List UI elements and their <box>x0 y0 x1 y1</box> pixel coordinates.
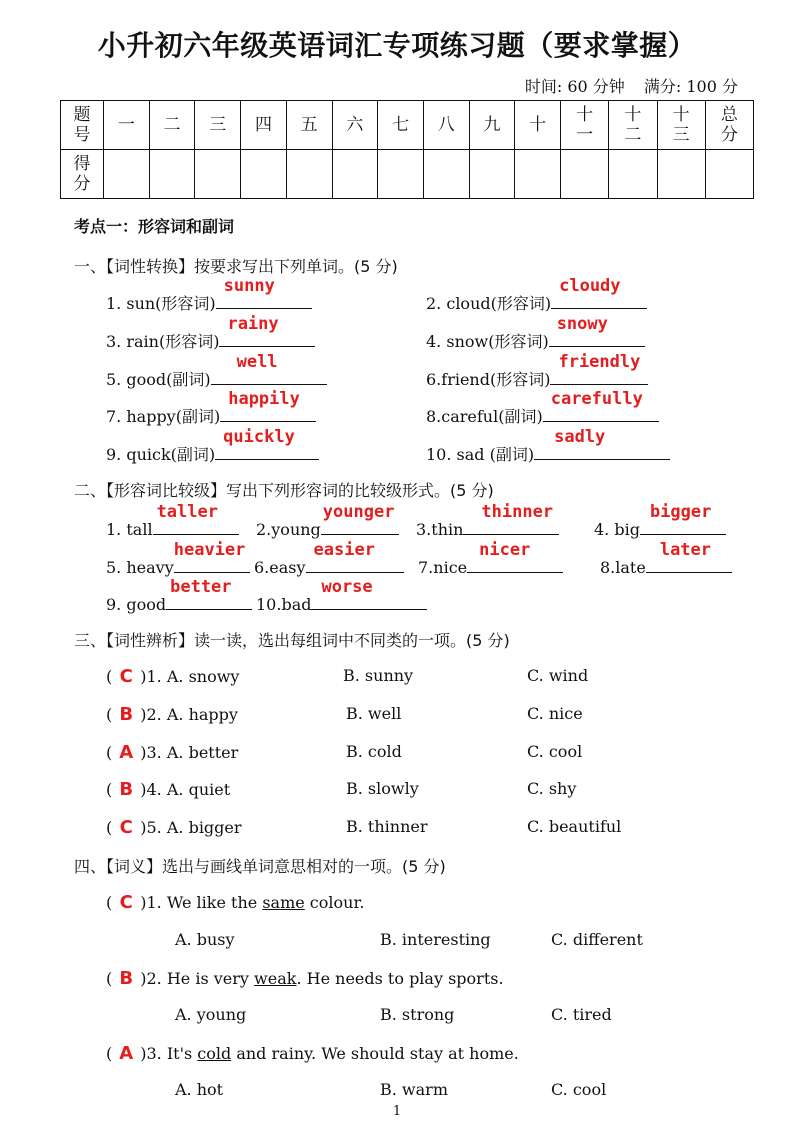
score-cell[interactable] <box>378 150 424 199</box>
s3-item-4-b: B. slowly <box>346 779 419 798</box>
score-cell[interactable] <box>104 150 150 199</box>
choice-answer[interactable]: B <box>119 968 134 989</box>
answer-blank[interactable]: well <box>211 366 327 385</box>
score-cell[interactable] <box>657 150 705 199</box>
choice-answer[interactable]: A <box>119 742 134 763</box>
score-cell[interactable] <box>286 150 332 199</box>
s4-item-3-a: A. hot <box>175 1080 224 1099</box>
s2-item-9: 9. good better <box>106 591 252 614</box>
s1-item-5: 5. good(副词) well <box>106 366 327 390</box>
col-6: 六 <box>332 101 378 150</box>
answer-blank[interactable]: quickly <box>215 441 319 460</box>
score-table-header-row <box>61 101 754 150</box>
answer-blank[interactable]: easier <box>306 554 404 573</box>
s3-item-5-b: B. thinner <box>346 817 428 836</box>
answer-blank[interactable]: cloudy <box>551 290 647 309</box>
s2-item-2: 2.young younger <box>256 516 399 539</box>
s1-item-3: 3. rain(形容词) rainy <box>106 328 315 352</box>
answer-blank[interactable]: bigger <box>640 516 726 535</box>
s3-item-3-b: B. cold <box>346 742 402 761</box>
answer-blank[interactable]: younger <box>321 516 399 535</box>
col-9: 九 <box>469 101 515 150</box>
answer-blank[interactable]: sunny <box>216 290 312 309</box>
s1-item-4: 4. snow(形容词) snowy <box>426 328 645 352</box>
col-8: 八 <box>423 101 469 150</box>
s1-item-2: 2. cloud(形容词) cloudy <box>426 290 647 314</box>
s4-item-2-b: B. strong <box>380 1005 455 1024</box>
answer-blank[interactable]: better <box>166 591 252 610</box>
col-4: 四 <box>241 101 287 150</box>
row-label-score: 得分 <box>61 150 104 199</box>
s4-item-2-c: C. tired <box>551 1005 612 1024</box>
s3-item-5-c: C. beautiful <box>527 817 622 836</box>
answer-blank[interactable]: thinner <box>463 516 559 535</box>
answer-blank[interactable]: nicer <box>467 554 563 573</box>
answer-blank[interactable]: worse <box>311 591 427 610</box>
col-2: 二 <box>149 101 195 150</box>
score-table <box>60 100 754 199</box>
s4-item-2-a: A. young <box>175 1005 247 1024</box>
answer-blank[interactable]: rainy <box>219 328 315 347</box>
answer-blank[interactable]: happily <box>220 403 316 422</box>
score-cell[interactable] <box>469 150 515 199</box>
col-5: 五 <box>286 101 332 150</box>
col-13: 十三 <box>657 101 705 150</box>
s2-item-6: 6.easy easier <box>254 554 404 577</box>
page-number: 1 <box>392 1104 402 1119</box>
s3-item-4: ( B )4. A. quiet <box>106 779 231 800</box>
score-cell[interactable] <box>515 150 561 199</box>
s3-item-1-c: C. wind <box>527 666 589 685</box>
s1-item-9: 9. quick(副词) quickly <box>106 441 319 465</box>
underlined-word: cold <box>197 1044 232 1063</box>
s4-item-1-c: C. different <box>551 930 643 949</box>
col-10: 十 <box>515 101 561 150</box>
score-cell[interactable] <box>705 150 753 199</box>
col-12: 十二 <box>609 101 657 150</box>
col-1: 一 <box>104 101 150 150</box>
s1-item-8: 8.careful(副词) carefully <box>426 403 659 427</box>
answer-blank[interactable]: friendly <box>550 366 648 385</box>
section-3-heading: 三、【词性辨析】读一读，选出每组词中不同类的一项。(5 分) <box>74 631 510 650</box>
underlined-word: same <box>262 893 305 912</box>
s2-item-5: 5. heavy heavier <box>106 554 250 577</box>
section-2-heading: 二、【形容词比较级】写出下列形容词的比较级形式。(5 分) <box>74 481 494 500</box>
choice-answer[interactable]: C <box>119 666 133 687</box>
col-7: 七 <box>378 101 424 150</box>
s2-item-10: 10.bad worse <box>256 591 427 614</box>
choice-answer[interactable]: B <box>119 779 134 800</box>
s3-item-5: ( C )5. A. bigger <box>106 817 242 838</box>
s4-item-3-b: B. warm <box>380 1080 448 1099</box>
choice-answer[interactable]: C <box>119 817 133 838</box>
s1-item-1: 1. sun(形容词) sunny <box>106 290 312 314</box>
underlined-word: weak <box>254 969 297 988</box>
choice-answer[interactable]: B <box>119 704 134 725</box>
answer-blank[interactable]: taller <box>153 516 239 535</box>
s4-item-3: ( A )3. It's cold and rainy. We should stay at home. <box>106 1043 519 1064</box>
s3-item-2-c: C. nice <box>527 704 583 723</box>
s4-item-1: ( C )1. We like the same colour. <box>106 892 365 913</box>
page-title: 小升初六年级英语词汇专项练习题（要求掌握） <box>97 29 697 62</box>
s3-item-3: ( A )3. A. better <box>106 742 239 763</box>
s3-item-1: ( C )1. A. snowy <box>106 666 240 687</box>
topic-heading: 考点一：形容词和副词 <box>74 217 235 236</box>
s1-item-10: 10. sad (副词) sadly <box>426 441 670 465</box>
s3-item-4-c: C. shy <box>527 779 577 798</box>
s3-item-3-c: C. cool <box>527 742 583 761</box>
score-cell[interactable] <box>332 150 378 199</box>
s2-item-8: 8.late later <box>600 554 732 577</box>
score-cell[interactable] <box>561 150 609 199</box>
score-cell[interactable] <box>423 150 469 199</box>
s1-item-7: 7. happy(副词) happily <box>106 403 316 427</box>
s1-item-6: 6.friend(形容词) friendly <box>426 366 648 390</box>
col-total: 总分 <box>705 101 753 150</box>
time-limit: 时间: 60 分钟 <box>524 77 625 96</box>
answer-blank[interactable]: sadly <box>534 441 670 460</box>
s2-item-3: 3.thin thinner <box>416 516 559 539</box>
score-cell[interactable] <box>149 150 195 199</box>
score-cell[interactable] <box>609 150 657 199</box>
score-table-score-row <box>61 150 754 199</box>
choice-answer[interactable]: A <box>119 1043 134 1064</box>
s4-item-2: ( B )2. He is very weak. He needs to play sports. <box>106 968 504 989</box>
exam-meta <box>511 74 738 97</box>
choice-answer[interactable]: C <box>119 892 133 913</box>
answer-blank[interactable]: carefully <box>543 403 659 422</box>
s2-item-7: 7.nice nicer <box>418 554 563 577</box>
section-1-heading: 一、【词性转换】按要求写出下列单词。(5 分) <box>74 257 398 276</box>
s4-item-1-a: A. busy <box>175 930 235 949</box>
col-11: 十一 <box>561 101 609 150</box>
s2-item-4: 4. big bigger <box>594 516 726 539</box>
section-4-heading: 四、【词义】选出与画线单词意思相对的一项。(5 分) <box>74 857 446 876</box>
score-cell[interactable] <box>195 150 241 199</box>
s3-item-2: ( B )2. A. happy <box>106 704 238 725</box>
full-score: 满分: 100 分 <box>643 77 738 96</box>
row-label-question-number: 题号 <box>61 101 104 150</box>
score-cell[interactable] <box>241 150 287 199</box>
answer-blank[interactable]: heavier <box>174 554 250 573</box>
s3-item-1-b: B. sunny <box>343 666 414 685</box>
s3-item-2-b: B. well <box>346 704 402 723</box>
s4-item-3-c: C. cool <box>551 1080 607 1099</box>
s2-item-1: 1. tall taller <box>106 516 239 539</box>
answer-blank[interactable]: later <box>646 554 732 573</box>
col-3: 三 <box>195 101 241 150</box>
s4-item-1-b: B. interesting <box>380 930 491 949</box>
answer-blank[interactable]: snowy <box>549 328 645 347</box>
